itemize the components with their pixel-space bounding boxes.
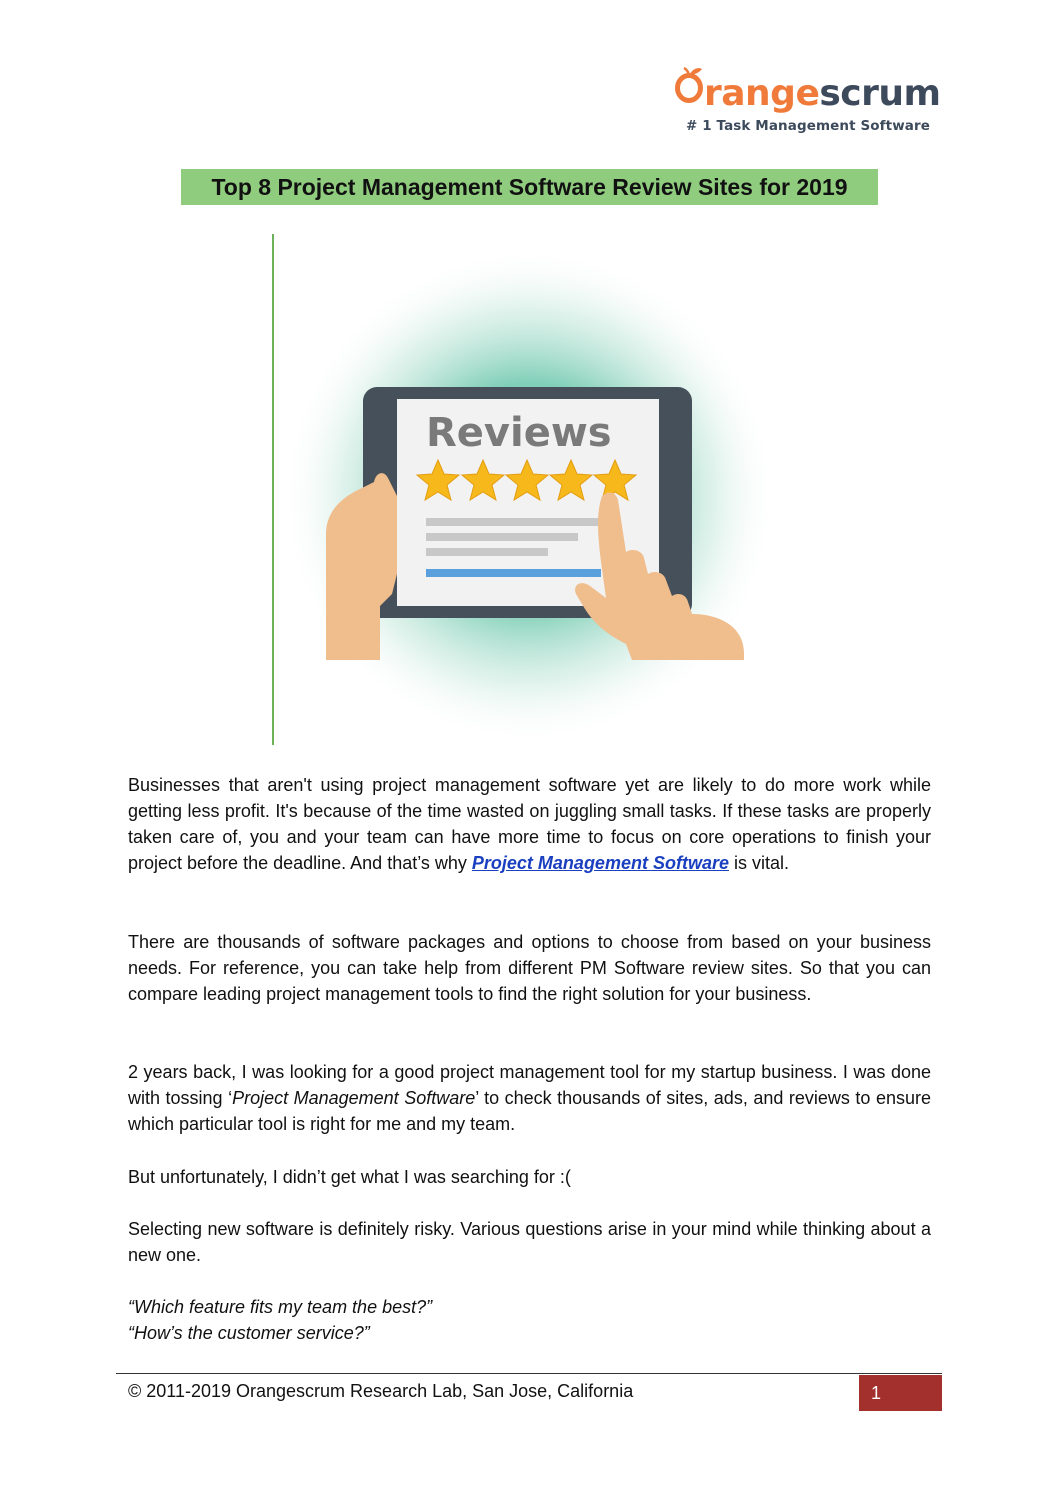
project-management-software-link[interactable]: Project Management Software — [471, 853, 729, 873]
logo-wordmark — [674, 72, 941, 116]
paragraph-text: ’ to check thousands of sites, ads, and reviews to ensure which particular tool is right for me and my team. — [128, 1088, 931, 1134]
paragraph-story — [128, 1059, 931, 1137]
paragraph-text: Businesses that aren't using project management software yet are likely to do more work while getting less profit. It's because of the time wasted on juggling small tasks. If these tasks are properly taken care of, you and your team can have more time to focus on core operations to finish your project before the deadline. And that’s why — [128, 775, 931, 873]
paragraph-unfortunately: But unfortunately, I didn’t get what I was searching for :( — [128, 1167, 571, 1187]
page-title: Top 8 Project Management Software Review Sites for 2019 — [181, 169, 878, 205]
quote-customer-service: “How’s the customer service?” — [128, 1323, 370, 1343]
tablet-reviews-illustration — [276, 234, 786, 745]
logo-tagline: # 1 Task Management Software — [686, 118, 930, 134]
highlight-line — [426, 569, 601, 577]
logo-suffix: scrum — [819, 73, 941, 114]
orangescrum-logo — [674, 62, 941, 142]
text-line — [426, 548, 548, 556]
text-line — [426, 518, 601, 526]
quote-feature: “Which feature fits my team the best?” — [128, 1297, 433, 1317]
paragraph-risky: Selecting new software is definitely risky. Various questions arise in your mind while thinking about a new one. — [128, 1219, 931, 1265]
paragraph-text: 2 years back, I was looking for a good project management tool for my startup business. I was done with tossing ‘ — [128, 1062, 931, 1108]
reviews-heading: Reviews — [426, 410, 612, 456]
paragraph-text: is vital. — [728, 853, 789, 873]
footer-copyright: © 2011-2019 Orangescrum Research Lab, San Jose, California — [128, 1381, 634, 1401]
page-number-badge: 1 — [859, 1375, 942, 1411]
paragraph-review-sites: There are thousands of software packages and options to choose from based on your business needs. For reference, you can take help from different PM Software review sites. So that you can compare leading project management tools to find the right solution for your business. — [128, 932, 931, 1004]
paragraph-intro — [128, 772, 931, 876]
logo-prefix: range — [704, 73, 820, 114]
text-line — [426, 533, 578, 541]
footer-divider — [116, 1373, 942, 1374]
italic-phrase: Project Management Software — [232, 1088, 476, 1108]
vertical-divider — [272, 234, 274, 745]
